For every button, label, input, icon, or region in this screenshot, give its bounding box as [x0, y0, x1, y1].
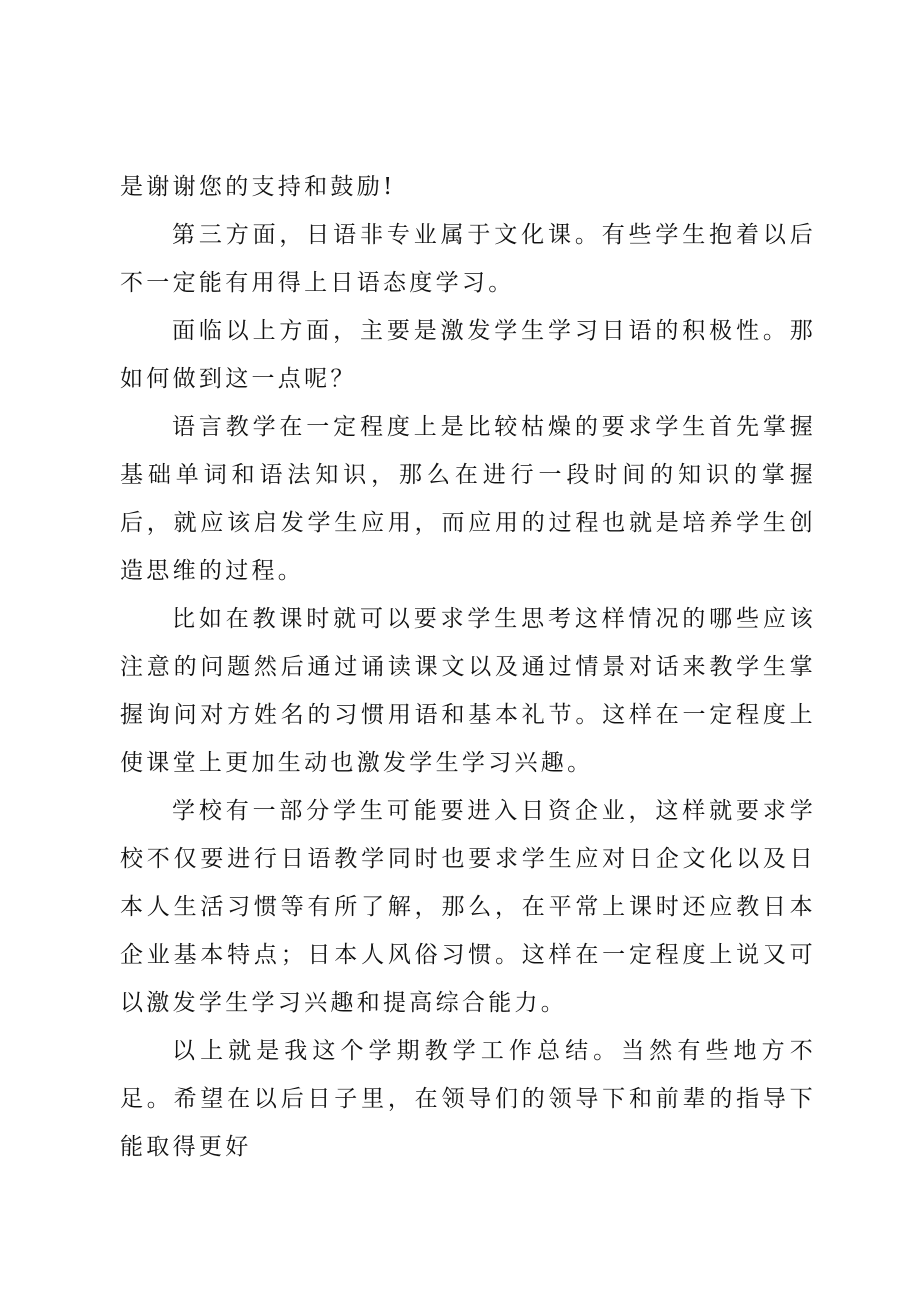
paragraph-continuation: 是谢谢您的支持和鼓励! — [120, 174, 396, 200]
document-page — [120, 163, 816, 1171]
paragraph-japanese-companies: 学校有一部分学生可能要进入日资企业，这样就要求学校不仅要进行日语教学同时也要求学生应对日企文化以及日本人生活习惯等有所了解，那么，在平常上课时还应教日本企业基本特点；日本人风俗习惯。这样在一定程度上说又可以激发学生学习兴趣和提高综合能力。 — [120, 798, 816, 1016]
paragraph-motivation: 面临以上方面，主要是激发学生学习日语的积极性。那如何做到这一点呢？ — [120, 318, 816, 392]
paragraph-third-aspect: 第三方面，日语非专业属于文化课。有些学生抱着以后不一定能有用得上日语态度学习。 — [120, 222, 816, 296]
paragraph-class-example: 比如在教课时就可以要求学生思考这样情况的哪些应该注意的问题然后通过诵读课文以及通过情景对话来教学生掌握询问对方姓名的习惯用语和基本礼节。这样在一定程度上使课堂上更加生动也激发学生学习兴趣。 — [120, 606, 816, 776]
paragraph-summary: 以上就是我这个学期教学工作总结。当然有些地方不足。希望在以后日子里，在领导们的领导下和前辈的指导下能取得更好 — [120, 1038, 816, 1160]
paragraph-language-teaching: 语言教学在一定程度上是比较枯燥的要求学生首先掌握基础单词和语法知识，那么在进行一段时间的知识的掌握后，就应该启发学生应用，而应用的过程也就是培养学生创造思维的过程。 — [120, 414, 816, 584]
